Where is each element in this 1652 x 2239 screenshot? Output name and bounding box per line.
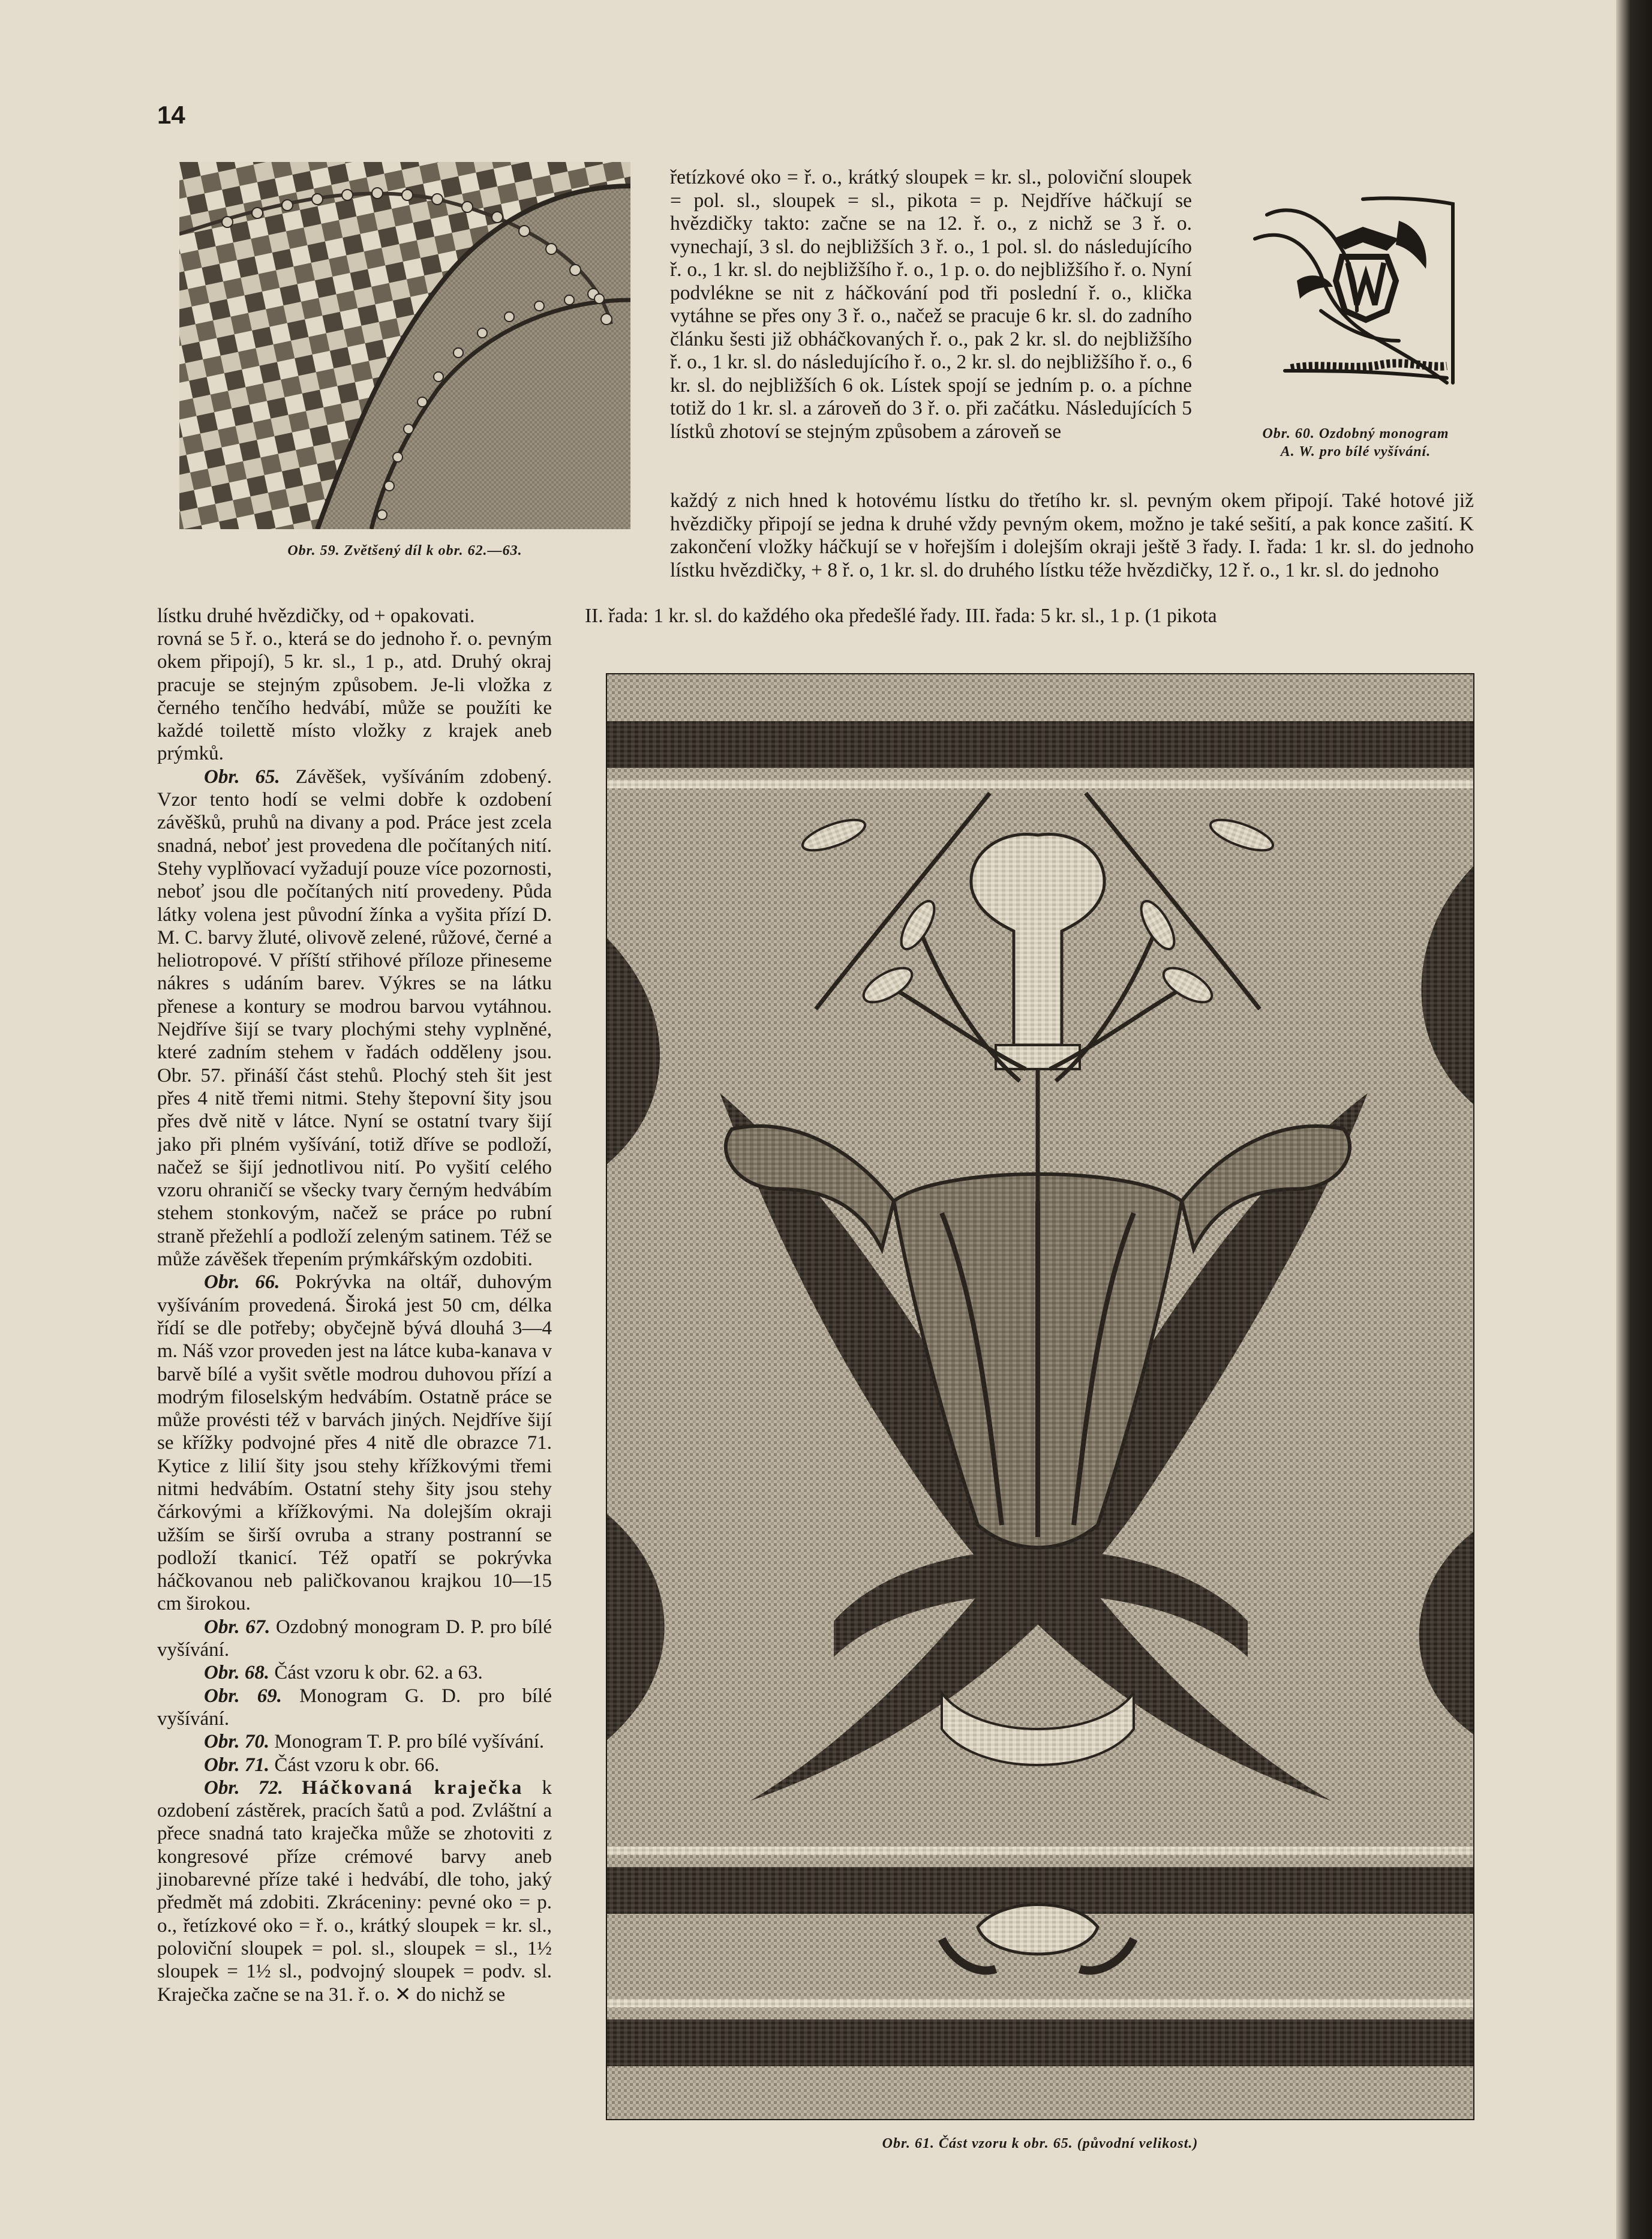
left-column-text: [157, 628, 552, 2006]
obr-72-text: k ozdobení zástěrek, pracích šatů a pod. Zvláštní a přece snadná tato kraječka může se zhotoviti z kongresové příze crémové barvy aneb jinobarevné příze také i hedvábí, dle toho, jaký předmět má zdobiti. Zkráceniny: pevné oko = p. o., řetízkové oko = ř. o., krátký sloupek = kr. sl., poloviční sloupek = pol. sl., sloupek = sl., 1½ sloupek = 1½ sl., podvojný sloupek = podv. sl. Kraječka začne se na 31. ř. o. ✕ do nichž se: [157, 1776, 552, 2006]
figure-61-caption: Obr. 61. Část vzoru k obr. 65. (původní velikost.): [882, 2136, 1199, 2151]
paragraph-obr-65: [157, 766, 552, 1271]
fig-ref-69: Obr. 69.: [204, 1685, 282, 1707]
figure-61-image: [606, 673, 1474, 2120]
figure-60-caption-line1: Obr. 60. Ozdobný monogram: [1262, 426, 1449, 442]
figure-59-image: [179, 162, 630, 529]
figure-60-caption-line2: A. W. pro bílé vyšívání.: [1280, 444, 1431, 460]
obr-71-text: Část vzoru k obr. 66.: [274, 1754, 440, 1776]
fig-ref-71: Obr. 71.: [204, 1754, 270, 1776]
paragraph-obr-70: [157, 1730, 552, 1753]
embroidery-detail-illustration: [179, 162, 630, 529]
obr-72-title: Háčkovaná kraječka: [302, 1776, 524, 1799]
fig-ref-68: Obr. 68.: [204, 1662, 270, 1684]
paragraph-crochet-intro: řetízkové oko = ř. o., krátký sloupek = kr. sl., poloviční sloupek = pol. sl., sloupek = sl., pikota = p. Nejdříve háčkují se hvězdičky takto: začne se na 12. ř. o., z nichž se 3 ř. o. vynechají, 3 sl. do nejbližších 3 ř. o., 1 pol. sl. do následujícího ř. o., 1 kr. sl. do nejbližšího ř. o., 1 p. o. do nejbližšího ř. o. Nyní podvlékne se nit z háčkování pod tři poslední ř. o., klička vytáhne se přes ony 3 ř. o., načež se pracuje 6 kr. sl. do zadního článku šesti již obháčkovaných ř. o., pak 2 kr. sl. do nejbližšího ř. o., 1 kr. sl. do následujícího ř. o., 2 kr. sl. do nejbližšího ř. o., 6 kr. sl. do nejbližších 6 ok. Lístek spojí se jedním p. o. a píchne totiž do 1 kr. sl. a zároveň do 3 ř. o. při začátku. Následujících 5 lístků zhotoví se stejným způsobem a zároveň se: [670, 166, 1192, 443]
top-text-narrow: [670, 166, 1192, 443]
obr-68-text: Část vzoru k obr. 62. a 63.: [274, 1662, 483, 1684]
figure-60-image: [1249, 191, 1465, 396]
obr-69-text: Monogram G. D. pro bílé vyšívání.: [157, 1685, 552, 1730]
paragraph-obr-68: [157, 1661, 552, 1684]
obr-70-text: Monogram T. P. pro bílé vyšívání.: [274, 1731, 545, 1753]
page-edge-shadow: [1616, 0, 1652, 2239]
paragraph-obr-71: [157, 1754, 552, 1776]
fig-ref-67: Obr. 67.: [204, 1616, 271, 1638]
fig-ref-72: Obr. 72.: [204, 1776, 283, 1799]
full-width-line-right: II. řada: 1 kr. sl. do každého oka předešlé řady. III. řada: 5 kr. sl., 1 p. (1 pikota: [585, 605, 1217, 627]
figure-59-caption: Obr. 59. Zvětšený díl k obr. 62.—63.: [287, 543, 522, 559]
full-width-line-left: lístku druhé hvězdičky, od + opakovati.: [157, 605, 475, 627]
obr-66-text: Pokrývka na oltář, duhovým vyšíváním provedená. Široká jest 50 cm, délka řídí se dle potřeby; obyčejně bývá dlouhá 3—4 m. Náš vzor proveden jest na látce kuba-kanava v barvě bílé a vyšit světle modrou duhovou přízí a modrým filoselským hedvábím. Ostatně práce se může provésti též v barvách jiných. Nejdříve šijí se křížky podvojné přes 4 nitě dle obrazce 71. Kytice z lilií šity jsou stehy křížkovými třemi nitmi hedvábím. Ostatní stehy šity jsou stehy čárkovými a křížkovými. Na dolejším okraji užším se širší ovruba a strany postranní se podloží tkanicí. Též opatří se pokrývka háčkovanou neb paličkovanou krajkou 10—15 cm širokou.: [157, 1271, 552, 1615]
lily-embroidery-pattern: [606, 673, 1474, 2120]
paragraph-crochet-continuation: každý z nich hned k hotovému lístku do třetího kr. sl. pevným okem připojí. Také hotové již hvězdičky připojí se jedna k druhé vždy pevným okem, možno je také sešití, a pak konce zašití. K zakončení vložky háčkují se v hořejším i dolejším okraji ještě 3 řady. I. řada: 1 kr. sl. do jednoho lístku hvězdičky, + 8 ř. o, 1 kr. sl. do druhého lístku téže hvězdičky, 12 ř. o., 1 kr. sl. do jednoho: [670, 490, 1474, 581]
top-text-wide: [670, 490, 1474, 582]
obr-65-text: Závěšek, vyšíváním zdobený. Vzor tento hodí se velmi dobře k ozdobení závěšků, pruhů na divany a pod. Práce jest zcela snadná, neboť jest provedena dle počítaných nití. Stehy vyplňovací vyžadují pouze více pozornosti, neboť jsou dle počítaných nití provedeny. Půda látky volena jest původní žínka a vyšita přízí D. M. C. barvy žluté, olivově zelené, růžové, černé a heliotropové. V příští střihové příloze přineseme nákres s udáním barev. Výkres se na látku přenese a kontury se modrou barvou vytáhnou. Nejdříve šijí se tvary plochými stehy vyplněné, které zadním stehem v řadách odděleny jsou. Obr. 57. přináší část stehů. Plochý steh šit jest přes 4 nitě třemi nitmi. Stehy štepovní šity jsou přes dvě nitě v látce. Nyní se ostatní tvary šijí jako při plném vyšívání, totiž dříve se podloží, načež se šijí jednotlivou nití. Po vyšití celého vzoru ohraničí se všecky tvary černým hedvábím stehem stonkovým, načež se práce po rubní straně přežehlí a podloží zeleným satinem. Též se může závěšek třepením prýmkářským ozdobiti.: [157, 766, 552, 1271]
paragraph-intro: rovná se 5 ř. o., která se do jednoho ř. o. pevným okem připojí), 5 kr. sl., 1 p., atd. Druhý okraj pracuje se stejným způsobem. Je-li vložka z černého tenčího hedvábí, může se použíti ke každé toilettě místo vložky z krajek aneb prýmků.: [157, 628, 552, 765]
fig-ref-66: Obr. 66.: [204, 1271, 280, 1293]
fig-ref-65: Obr. 65.: [204, 766, 280, 788]
fig-ref-70: Obr. 70.: [204, 1731, 270, 1753]
paragraph-obr-72: [157, 1776, 552, 2006]
paragraph-obr-69: [157, 1685, 552, 1731]
paragraph-obr-67: [157, 1616, 552, 1662]
obr-67-text: Ozdobný monogram D. P. pro bílé vyšívání.: [157, 1616, 552, 1661]
monogram-aw-illustration: [1249, 191, 1465, 396]
paragraph-obr-66: [157, 1271, 552, 1615]
page-number: 14: [157, 101, 185, 129]
